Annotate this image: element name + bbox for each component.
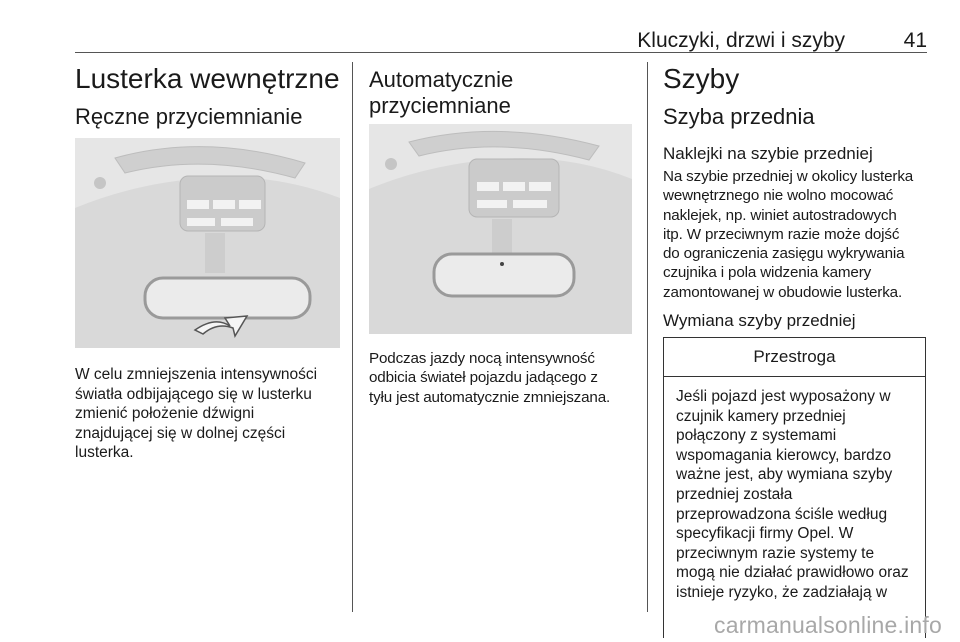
text-line: mogą nie działać prawidłowo oraz bbox=[676, 564, 909, 582]
text-line: przedniej została bbox=[676, 485, 793, 503]
caution-box bbox=[663, 337, 926, 638]
text-line: tyłu jest automatycznie zmniejszana. bbox=[369, 388, 611, 406]
text-line: odbicia świateł pojazdu jadącego z bbox=[369, 369, 598, 387]
windscreen-stickers-title: Naklejki na szybie przedniej bbox=[663, 144, 873, 163]
manual-dimming-text bbox=[75, 365, 345, 463]
column-divider-2 bbox=[647, 62, 648, 612]
text-line: naklejek, np. winiet autostradowych bbox=[663, 206, 897, 224]
manual-mirror-illustration bbox=[75, 138, 340, 348]
running-header-title: Kluczyki, drzwi i szyby bbox=[637, 29, 845, 52]
text-line: Na szybie przedniej w okolicy lusterka bbox=[663, 168, 914, 185]
text-line: znajdującej się w dolnej części bbox=[75, 424, 286, 442]
text-line: wewnętrznego nie wolno mocować bbox=[663, 187, 894, 205]
section-heading-windows: Szyby bbox=[663, 63, 740, 94]
text-line: światła odbijającego się w lusterku bbox=[75, 385, 312, 403]
text-line: przeprowadzona ściśle według bbox=[676, 505, 888, 523]
subheading-automatic-dimming bbox=[369, 67, 639, 119]
text-line: do ograniczenia zasięgu wykrywania bbox=[663, 245, 905, 263]
heading-line: przyciemniane bbox=[369, 93, 511, 118]
heading-line: Automatycznie bbox=[369, 67, 514, 92]
text-line: czujnik kamery przedniej bbox=[676, 407, 846, 425]
text-line: połączony z systemami bbox=[676, 427, 837, 445]
text-line: W celu zmniejszenia intensywności bbox=[75, 366, 318, 383]
subheading-manual-dimming: Ręczne przyciemnianie bbox=[75, 104, 303, 129]
text-line: zmienić położenie dźwigni bbox=[75, 405, 255, 423]
windscreen-stickers-text bbox=[663, 167, 933, 302]
text-line: zamontowanej w obudowie lusterka. bbox=[663, 283, 903, 301]
text-line: Jeśli pojazd jest wyposażony w bbox=[676, 388, 891, 405]
text-line: Podczas jazdy nocą intensywność bbox=[369, 350, 595, 367]
auto-mirror-illustration bbox=[369, 124, 632, 334]
text-line: istnieje ryzyko, że zadziałają w bbox=[676, 583, 888, 601]
text-line: specyfikacji firmy Opel. W bbox=[676, 525, 854, 543]
page-number: 41 bbox=[903, 29, 927, 52]
subheading-windscreen: Szyba przednia bbox=[663, 104, 815, 129]
text-line: lusterka. bbox=[75, 444, 134, 462]
text-line: itp. W przeciwnym razie może dojść bbox=[663, 225, 900, 243]
watermark: carmanualsonline.info bbox=[714, 612, 942, 638]
caution-text bbox=[664, 377, 925, 603]
manual-mirror-drawing bbox=[75, 138, 340, 348]
auto-mirror-drawing bbox=[369, 124, 632, 334]
caution-title: Przestroga bbox=[664, 338, 925, 377]
text-line: czujnika i pola widzenia kamery bbox=[663, 264, 872, 282]
auto-dimming-text bbox=[369, 349, 641, 407]
header-rule bbox=[75, 52, 927, 53]
section-heading-interior-mirrors: Lusterka wewnętrzne bbox=[75, 63, 340, 94]
text-line: przeciwnym razie systemy te bbox=[676, 544, 875, 562]
column-divider-1 bbox=[352, 62, 353, 612]
windscreen-replacement-title: Wymiana szyby przedniej bbox=[663, 311, 856, 330]
text-line: ważne jest, aby wymiana szyby bbox=[676, 466, 893, 484]
text-line: wspomagania kierowcy, bardzo bbox=[676, 446, 892, 464]
